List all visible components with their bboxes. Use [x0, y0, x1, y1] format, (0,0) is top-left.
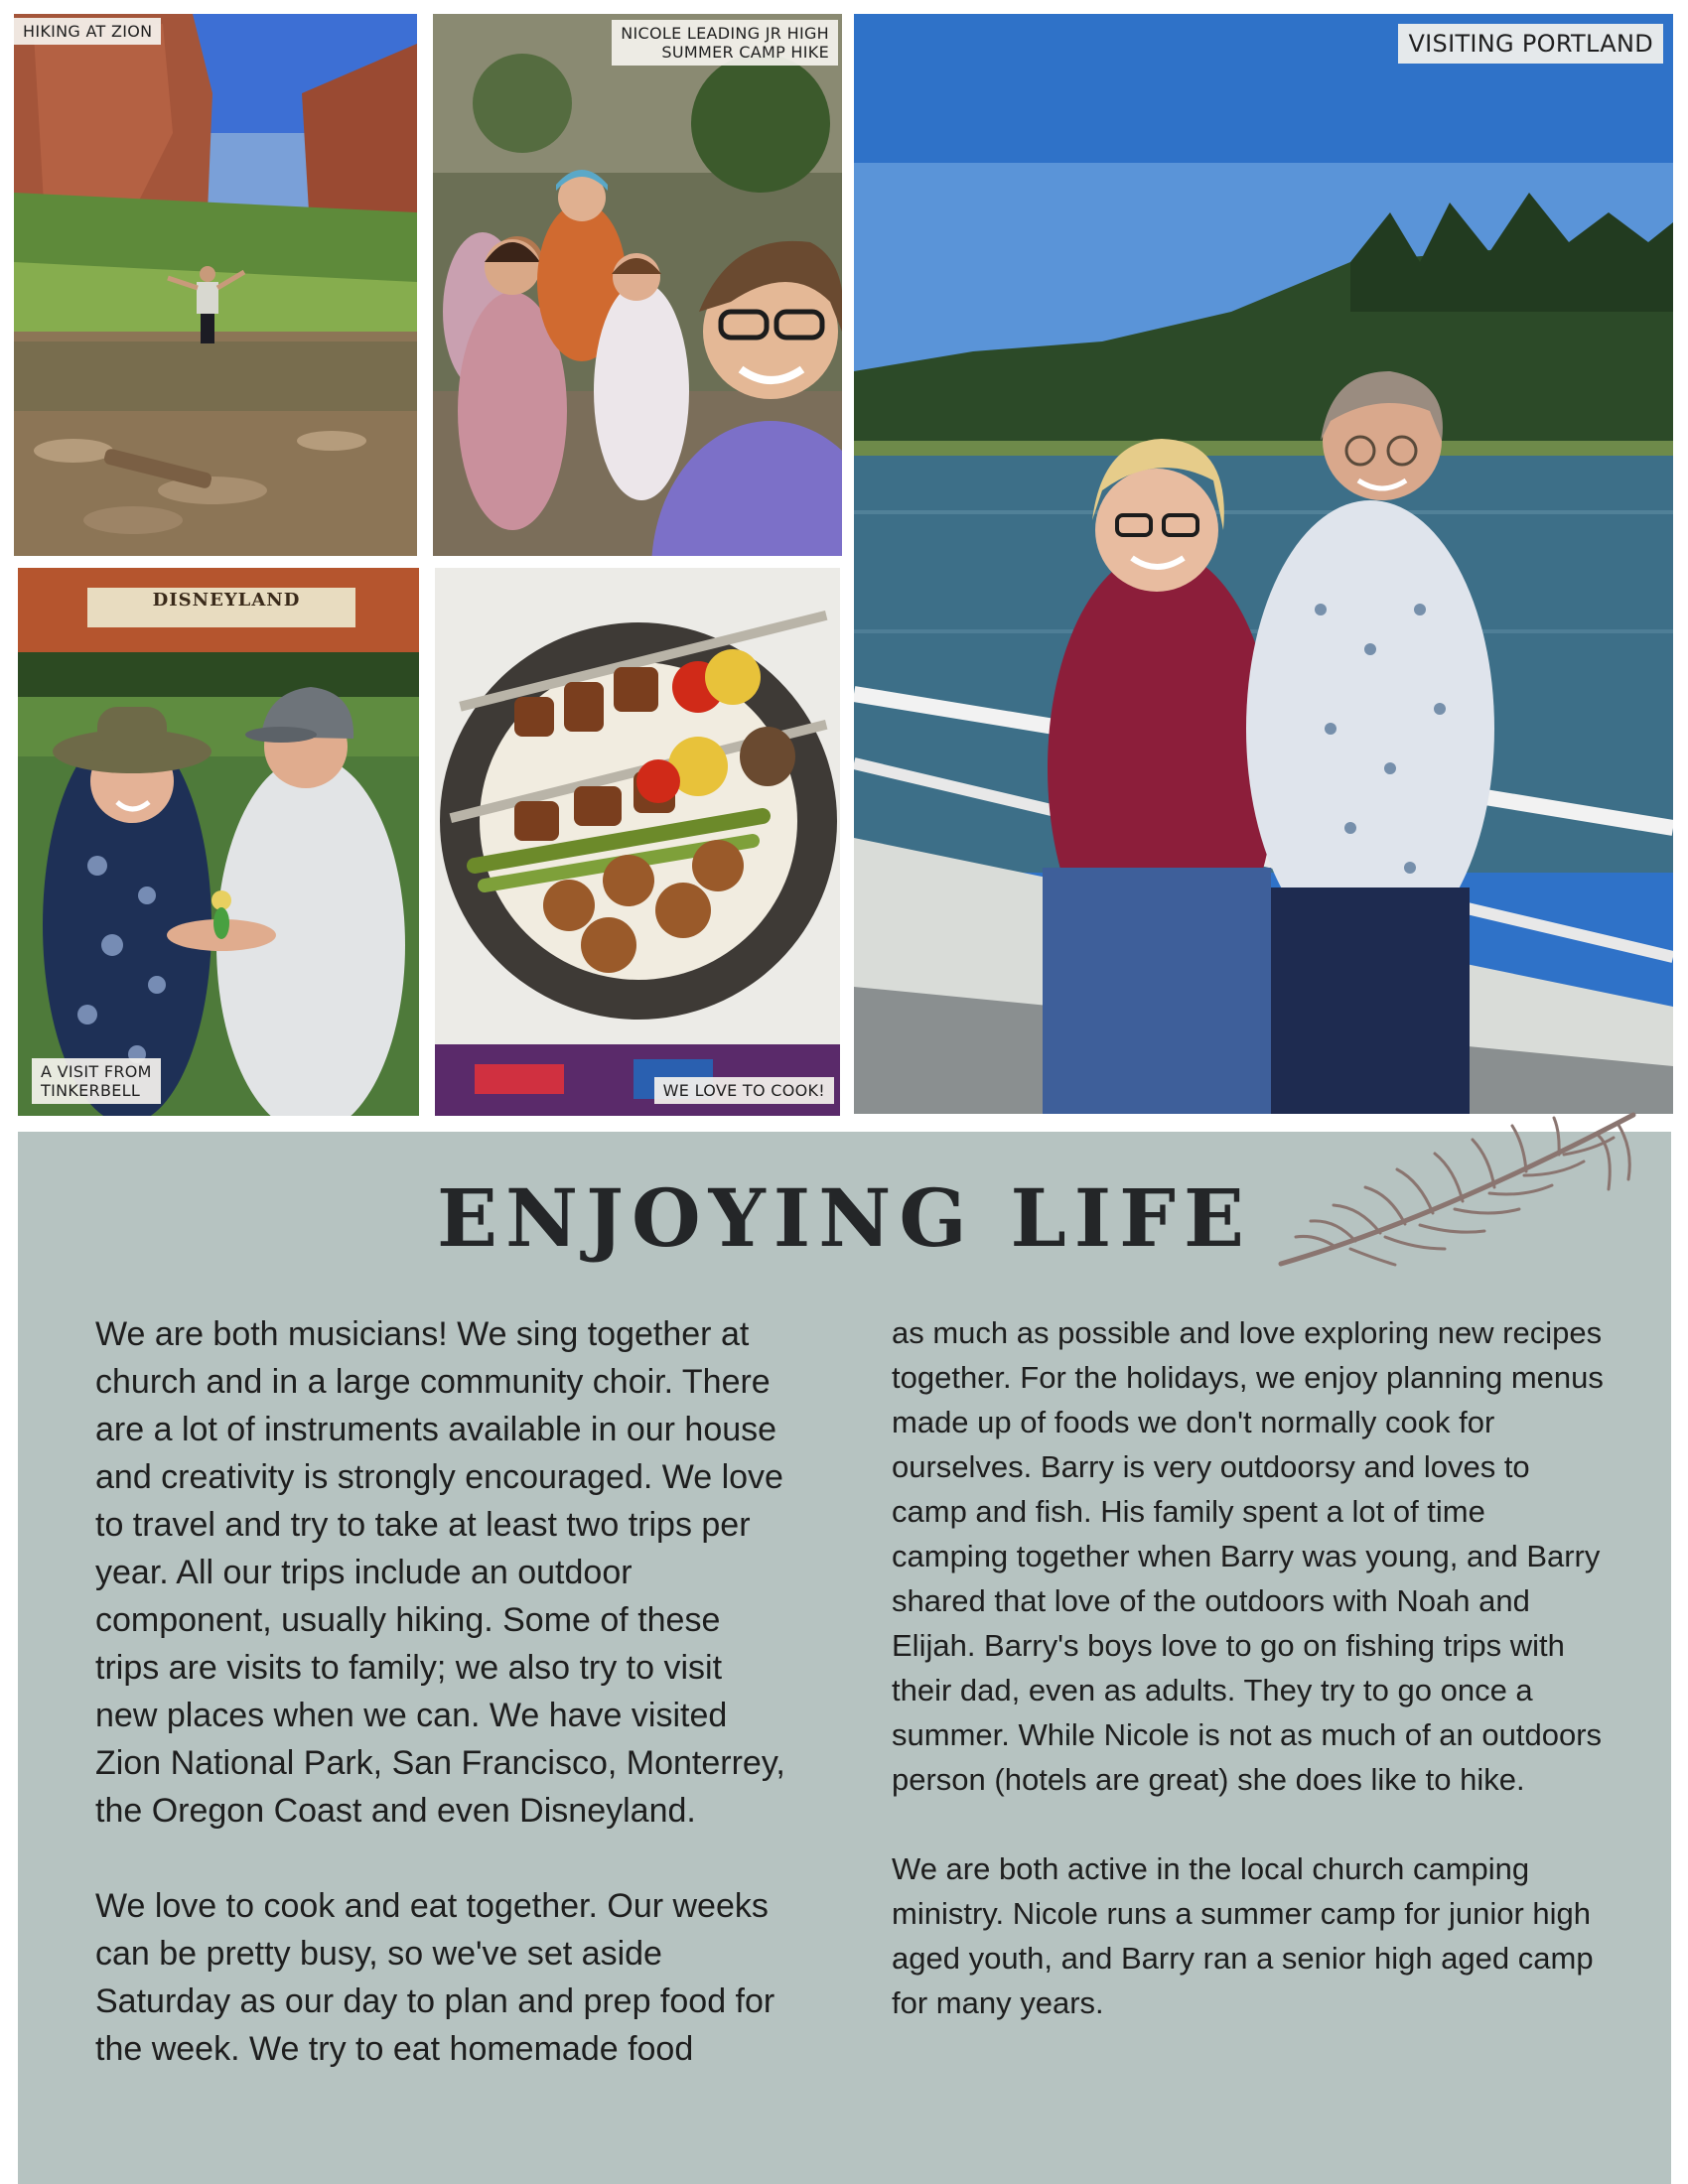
caption-we-love-to-cook: WE LOVE TO COOK! — [654, 1077, 834, 1104]
camp-hike-image — [433, 14, 842, 556]
disneyland-sign-text: DISNEYLAND — [152, 590, 301, 611]
caption-visiting-portland: VISITING PORTLAND — [1398, 24, 1663, 64]
left-paragraph: We are both musicians! We sing together at church and in a large community choir. There are a lot of instruments available in our house and creativity is strongly encouraged. We love to travel and try to take at least two trips per year. All our trips include an outdoor component, usually hiking. Some of these trips are visits to family; we also try to visit new places when we can. We have visited Zion National Park, San Francisco, Monterrey, the Oregon Coast and even Disneyland. — [95, 1315, 785, 1830]
caption-visit-from-tinkerbell: A VISIT FROM TINKERBELL — [32, 1058, 161, 1104]
portland-river-image — [854, 14, 1673, 1114]
photo-we-love-to-cook — [435, 568, 840, 1116]
photo-visiting-portland — [854, 14, 1673, 1114]
grilled-dinner-image — [435, 568, 840, 1116]
leaf-ornament-icon — [1276, 1110, 1643, 1274]
right-text-column — [892, 1310, 1607, 2025]
right-paragraph: We are both active in the local church camping ministry. Nicole runs a summer camp for junior high aged youth, and Barry ran a senior high aged camp for many years. — [892, 1851, 1594, 2020]
caption-hiking-at-zion: HIKING AT ZION — [14, 18, 161, 45]
photo-visit-from-tinkerbell — [18, 568, 419, 1116]
section-title: ENJOYING LIFE — [437, 1171, 1252, 1265]
enjoying-life-panel — [18, 1132, 1671, 2184]
caption-summer-camp-hike: NICOLE LEADING JR HIGH SUMMER CAMP HIKE — [612, 20, 838, 66]
left-paragraph: We love to cook and eat together. Our weeks can be pretty busy, so we've set aside Saturday as our day to plan and prep food for the week. We try to eat homemade food — [95, 1887, 775, 2068]
disneyland-image — [18, 568, 419, 1116]
left-text-column — [95, 1310, 790, 2073]
photo-hiking-at-zion — [14, 14, 417, 556]
zion-canyon-image — [14, 14, 417, 556]
photo-summer-camp-hike — [433, 14, 842, 556]
right-paragraph: as much as possible and love exploring new recipes together. For the holidays, we enjoy planning menus made up of foods we don't normally cook for ourselves. Barry is very outdoorsy and loves to camp and fish. His family spent a lot of time camping together when Barry was young, and Barry shared that love of the outdoors with Noah and Elijah. Barry's boys love to go on fishing trips with their dad, even as adults. They try to go once a summer. While Nicole is not as much of an outdoors person (hotels are great) she does like to hike. — [892, 1315, 1604, 1797]
